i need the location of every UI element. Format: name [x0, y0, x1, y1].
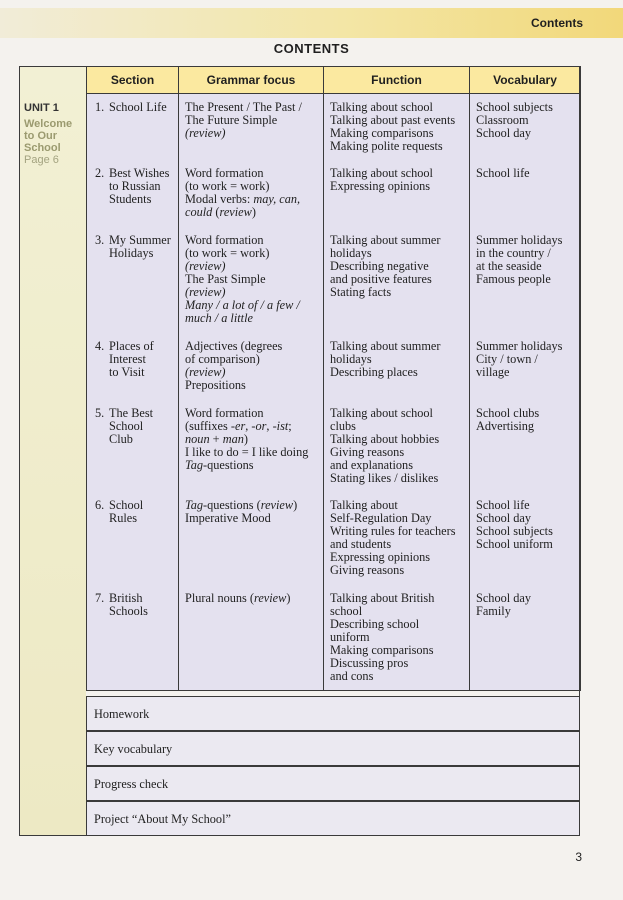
- section-title-line: Students: [109, 191, 152, 206]
- section-title-line: The Best: [109, 405, 154, 420]
- vocabulary-line: School day: [476, 126, 531, 140]
- grammar-line: Word formation: [185, 232, 264, 247]
- grammar-line: Word formation: [185, 165, 264, 180]
- column-header-function: Function: [324, 67, 470, 94]
- grammar-line: The Present / The Past /: [185, 100, 302, 114]
- vocabulary-line: in the country /: [476, 245, 551, 260]
- function-line: Self-Regulation Day: [330, 510, 432, 525]
- section-title-line: School Life: [109, 100, 167, 114]
- section-number: 2.: [95, 165, 105, 180]
- page-number: 3: [575, 850, 582, 864]
- function-line: Talking about school: [330, 165, 433, 180]
- vocabulary-line: School subjects: [476, 523, 553, 538]
- function-line: Stating facts: [330, 284, 392, 299]
- function-line: Making comparisons: [330, 126, 434, 140]
- section-title-line: My Summer: [109, 232, 171, 247]
- section-number: 6.: [95, 497, 105, 512]
- grammar-line: Tag-questions (review): [185, 497, 298, 512]
- function-line: Making polite requests: [330, 139, 443, 153]
- progress-check-row: Progress check: [86, 766, 580, 801]
- grammar-line: Imperative Mood: [185, 510, 271, 525]
- table-frame: [19, 66, 580, 836]
- function-line: Talking about past events: [330, 113, 456, 127]
- vocabulary-line: at the seaside: [476, 258, 542, 273]
- page-title: CONTENTS: [273, 41, 350, 56]
- section-title-line: Best Wishes: [109, 165, 170, 180]
- function-line: Talking about British: [330, 590, 435, 605]
- vocabulary-line: School clubs: [476, 405, 540, 420]
- section-title-line: Club: [109, 431, 133, 446]
- section-title-line: Holidays: [109, 245, 154, 260]
- section-title-line: to Russian: [109, 178, 161, 193]
- grammar-line: The Past Simple: [185, 271, 266, 286]
- homework-row: Homework: [86, 696, 580, 731]
- section-number: 1.: [95, 100, 105, 114]
- section-number: 4.: [95, 338, 105, 353]
- vocabulary-line: School day: [476, 510, 531, 525]
- section-title-line: British: [109, 590, 143, 605]
- vocabulary-line: Famous people: [476, 271, 551, 286]
- function-line: and students: [330, 536, 392, 551]
- function-line: school: [330, 603, 363, 618]
- grammar-line: Many / a lot of / a few /: [185, 297, 300, 312]
- unit-title-line: Welcome: [24, 118, 73, 130]
- vocabulary-line: Summer holidays: [476, 338, 563, 353]
- function-line: uniform: [330, 629, 370, 644]
- vocabulary-line: village: [476, 364, 510, 379]
- function-line: holidays: [330, 351, 372, 366]
- function-line: and positive features: [330, 271, 432, 286]
- grammar-line: much / a little: [185, 310, 253, 325]
- section-title-line: to Visit: [109, 364, 145, 379]
- function-line: Writing rules for teachers: [330, 523, 456, 538]
- function-line: clubs: [330, 418, 356, 433]
- vocabulary-line: Summer holidays: [476, 232, 563, 247]
- function-line: Talking about school: [330, 100, 433, 114]
- vocabulary-line: Classroom: [476, 113, 529, 127]
- grammar-line: Modal verbs: may, can,: [185, 191, 301, 206]
- grammar-line: I like to do = I like doing: [185, 444, 309, 459]
- unit-title-line: School: [24, 142, 61, 154]
- function-line: Expressing opinions: [330, 549, 431, 564]
- function-line: and explanations: [330, 457, 413, 472]
- function-line: Talking about hobbies: [330, 431, 440, 446]
- function-line: Talking about summer: [330, 232, 441, 247]
- project-row: Project “About My School”: [86, 801, 580, 836]
- section-title-line: Places of: [109, 338, 154, 353]
- function-line: Making comparisons: [330, 642, 434, 657]
- function-line: Expressing opinions: [330, 178, 431, 193]
- grammar-line: (review): [185, 364, 226, 379]
- vocabulary-line: School life: [476, 165, 530, 180]
- grammar-line: (to work = work): [185, 178, 270, 193]
- function-line: Giving reasons: [330, 444, 405, 459]
- unit-page: Page 6: [24, 154, 59, 166]
- vocabulary-line: School uniform: [476, 536, 553, 551]
- grammar-line: noun + man): [185, 431, 248, 446]
- function-line: Discussing pros: [330, 655, 409, 670]
- grammar-line: (review): [185, 126, 226, 140]
- vocabulary-line: Family: [476, 603, 511, 618]
- column-header-grammar: Grammar focus: [179, 67, 324, 94]
- grammar-line: (to work = work): [185, 245, 270, 260]
- section-title-line: School: [109, 497, 144, 512]
- grammar-line: (suffixes -er, -or, -ist;: [185, 418, 292, 433]
- running-header: Contents: [531, 16, 583, 30]
- function-line: Describing places: [330, 364, 418, 379]
- grammar-line: could (review): [185, 204, 256, 219]
- unit-number: UNIT 1: [24, 102, 59, 114]
- column-header-section: Section: [87, 67, 179, 94]
- function-line: Describing negative: [330, 258, 429, 273]
- function-line: Stating likes / dislikes: [330, 470, 439, 485]
- column-header-vocabulary: Vocabulary: [470, 67, 581, 94]
- grammar-line: Plural nouns (review): [185, 590, 291, 605]
- section-title-line: School: [109, 418, 144, 433]
- section-number: 3.: [95, 232, 105, 247]
- function-line: Talking about summer: [330, 338, 441, 353]
- grammar-line: Prepositions: [185, 377, 246, 392]
- grammar-line: Tag-questions: [185, 457, 254, 472]
- section-title-line: Rules: [109, 510, 138, 525]
- grammar-line: of comparison): [185, 351, 260, 366]
- function-line: Talking about school: [330, 405, 433, 420]
- vocabulary-line: School life: [476, 497, 530, 512]
- grammar-line: Adjectives (degrees: [185, 338, 283, 353]
- section-number: 5.: [95, 405, 105, 420]
- function-line: holidays: [330, 245, 372, 260]
- function-line: and cons: [330, 668, 374, 683]
- grammar-line: (review): [185, 258, 226, 273]
- unit-title-line: to Our: [24, 130, 57, 142]
- grammar-line: The Future Simple: [185, 113, 278, 127]
- top-banner: [0, 8, 623, 38]
- vocabulary-line: Advertising: [476, 418, 535, 433]
- vocabulary-line: School subjects: [476, 100, 553, 114]
- function-line: Talking about: [330, 497, 398, 512]
- vocabulary-line: City / town /: [476, 351, 538, 366]
- section-title-line: Interest: [109, 351, 146, 366]
- vocabulary-line: School day: [476, 590, 531, 605]
- section-title-line: Schools: [109, 603, 148, 618]
- grammar-line: Word formation: [185, 405, 264, 420]
- function-line: Giving reasons: [330, 562, 405, 577]
- grammar-line: (review): [185, 284, 226, 299]
- section-number: 7.: [95, 590, 105, 605]
- key-vocabulary-row: Key vocabulary: [86, 731, 580, 766]
- function-line: Describing school: [330, 616, 420, 631]
